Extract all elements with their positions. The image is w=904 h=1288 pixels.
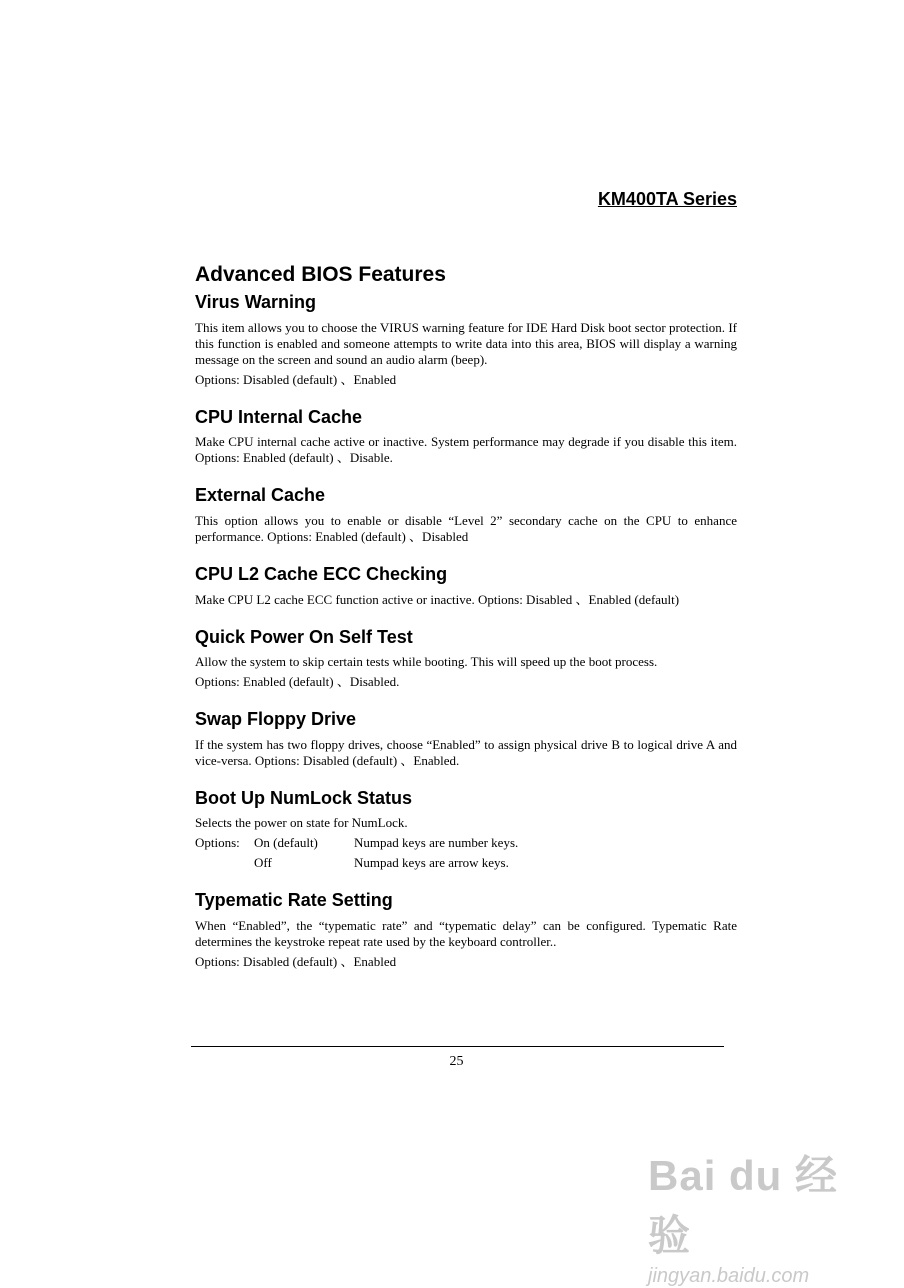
section-options: Options: Enabled (default) 、Disabled. (195, 674, 400, 690)
section-boot-up-numlock-status (195, 788, 737, 872)
section-cpu-internal-cache (195, 407, 737, 467)
page-number: 25 (449, 1054, 464, 1069)
series-header: KM400TA Series (597, 189, 737, 209)
section-options: Options: Disabled (default) 、Enabled (195, 953, 397, 969)
option-description: Numpad keys are arrow keys. (354, 855, 509, 871)
watermark-url: jingyan.baidu.com (648, 1265, 810, 1287)
watermark-logo (648, 1143, 868, 1263)
section-cpu-l2-cache-ecc (195, 564, 737, 608)
section-description: Make CPU internal cache active or inactive. System performance may degrade if you disable this item. Options: Enabled (default) 、Disable. (195, 434, 737, 466)
section-title: Virus Warning (195, 292, 317, 313)
section-title: Typematic Rate Setting (195, 890, 393, 911)
section-title: CPU L2 Cache ECC Checking (195, 563, 448, 584)
page-title: Advanced BIOS Features (195, 263, 446, 286)
options-label: Options: (195, 835, 240, 851)
section-title: External Cache (195, 485, 326, 506)
section-description: Selects the power on state for NumLock. (195, 815, 408, 831)
option-row (195, 855, 737, 871)
section-description: If the system has two floppy drives, choose “Enabled” to assign physical drive B to logical drive A and vice-versa. Options: Disabled (default) 、Enabled. (195, 736, 737, 768)
section-description: When “Enabled”, the “typematic rate” and “typematic delay” can be configured. Typematic Rate determines the keystroke repeat rate used by the keyboard controller.. (195, 917, 737, 949)
section-title: CPU Internal Cache (195, 406, 363, 427)
section-virus-warning (195, 292, 737, 388)
baidu-watermark (648, 1143, 868, 1287)
section-quick-power-on-self-test (195, 627, 737, 691)
section-description: Allow the system to skip certain tests while booting. This will speed up the boot process. (195, 654, 658, 670)
section-description: Make CPU L2 cache ECC function active or inactive. Options: Disabled 、Enabled (default) (195, 591, 680, 607)
section-external-cache (195, 485, 737, 545)
watermark-logo-text: Bai du 经验 (648, 1152, 839, 1259)
section-title: Quick Power On Self Test (195, 626, 413, 647)
section-description: This item allows you to choose the VIRUS warning feature for IDE Hard Disk boot sector protection. If this function is enabled and someone attempts to write data into this area, BIOS will display a warning message on the screen and sound an audio alarm (beep). (195, 319, 737, 367)
options-label-spacer (195, 855, 254, 871)
section-title: Swap Floppy Drive (195, 709, 357, 730)
option-description: Numpad keys are number keys. (354, 835, 519, 851)
option-value: Off (254, 855, 272, 871)
option-value: On (default) (254, 835, 318, 851)
footer-divider (191, 1046, 724, 1047)
page-content (195, 262, 737, 989)
section-typematic-rate-setting (195, 890, 737, 970)
option-row (195, 835, 737, 851)
section-title: Boot Up NumLock Status (195, 787, 413, 808)
section-description: This option allows you to enable or disable “Level 2” secondary cache on the CPU to enhance performance. Options: Enabled (default) 、Disabled (195, 512, 737, 544)
section-options: Options: Disabled (default) 、Enabled (195, 371, 397, 387)
section-swap-floppy-drive (195, 709, 737, 769)
